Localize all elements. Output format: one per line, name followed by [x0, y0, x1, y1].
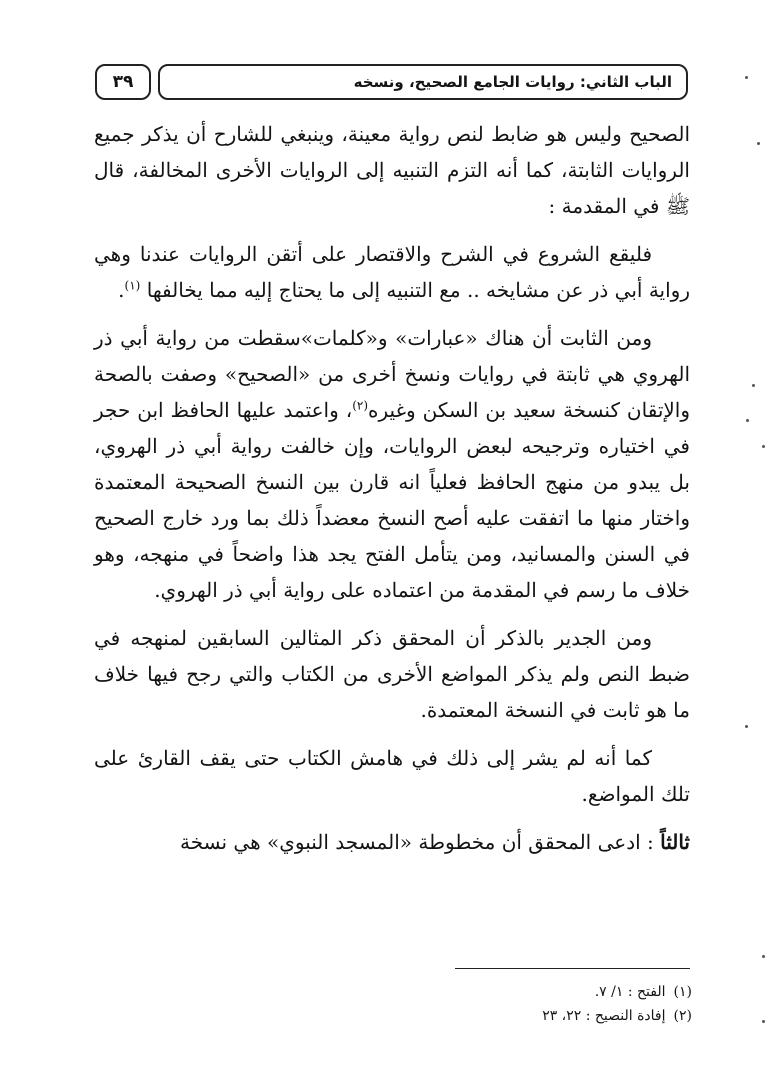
footnote-ref-2: (٢) — [352, 398, 369, 413]
footnote-ref-1: (١) — [124, 278, 141, 293]
chapter-title: الباب الثاني: روايات الجامع الصحيح، ونسخه — [158, 64, 688, 100]
footnote-1 — [300, 980, 692, 1004]
footnote-2-number: (٢) — [673, 1008, 692, 1024]
footnotes — [300, 980, 692, 1028]
footnote-1-text: الفتح : ١/ ٧. — [594, 984, 666, 1000]
paragraph-2-quote: فليقع الشروع في الشرح والاقتصار على أتقن الروايات عندنا وهي رواية أبي ذر عن مشايخه .. مع التنبيه إلى ما يحتاج إليه مما يخالفها $^{(١)}$. — [94, 242, 690, 302]
scan-mark — [757, 142, 760, 145]
third-point-label: ثالثاً — [660, 830, 690, 854]
paragraph-3-part-2: ، واعتمد عليها الحافظ ابن حجر في اختياره وترجيحه لبعض الروايات، وإن خالفت رواية أبي ذر الهروي، بل يبدو من منهج الحافظ فعلياً انه قارن بين النسخ الصحيحة المعتمدة واختار منها ما اتفقت عليه أصح النسخ معضداً ذلك بما ورد خارج الصحيح في السنن والمسانيد، ومن يتأمل الفتح يجد هذا واضحاً في منهجه، وهو خلاف ما رسم في المقدمة من اعتماده على رواية أبي ذر الهروي. — [94, 398, 690, 602]
page-number: ٣٩ — [95, 64, 151, 100]
paragraph-3-part-1: ومن الثابت أن هناك «عبارات» و«كلمات»سقطت من رواية أبي ذر الهروي هي ثابتة في روايات ونسخ أخرى من «الصحيح» وصفت بالصحة والإتقان كنسخة سعيد بن السكن وغيره — [94, 326, 691, 422]
paragraph-1: الصحيح وليس هو ضابط لنص رواية معينة، وينبغي للشارح أن يذكر جميع الروايات الثابتة، كما أنه التزم التنبيه إلى الروايات الأخرى المخالفة، قال ﷺ في المقدمة : — [94, 122, 690, 218]
body-text — [94, 116, 690, 872]
quote-text: فليقع الشروع في الشرح والاقتصار على أتقن الروايات عندنا وهي رواية أبي ذر عن مشايخه .. مع التنبيه إلى ما يحتاج إليه مما يخالفها — [94, 242, 690, 302]
paragraph-5: كما أنه لم يشر إلى ذلك في هامش الكتاب حتى يقف القارئ على تلك المواضع. — [94, 746, 690, 806]
paragraph-6-text: : ادعى المحقق أن مخطوطة «المسجد النبوي» هي نسخة — [180, 830, 654, 854]
scan-mark — [745, 76, 748, 79]
scan-mark — [745, 725, 748, 728]
footnote-2-text: إفادة النصيح : ٢٢، ٢٣ — [542, 1008, 666, 1024]
paragraph-4: ومن الجدير بالذكر أن المحقق ذكر المثالين السابقين لمنهجه في ضبط النص ولم يذكر المواضع الأخرى من الكتاب والتي رجح فيها خلاف ما هو ثابت في النسخة المعتمدة. — [94, 626, 690, 722]
footnote-divider — [455, 968, 690, 969]
scan-mark — [762, 1020, 765, 1023]
footnote-1-number: (١) — [673, 984, 692, 1000]
footnote-2 — [300, 1004, 692, 1028]
scan-mark — [752, 384, 755, 387]
paragraph-3 — [94, 320, 690, 608]
scan-mark — [762, 955, 765, 958]
scan-mark — [762, 445, 765, 448]
scan-mark — [746, 419, 749, 422]
paragraph-6 — [94, 824, 690, 860]
